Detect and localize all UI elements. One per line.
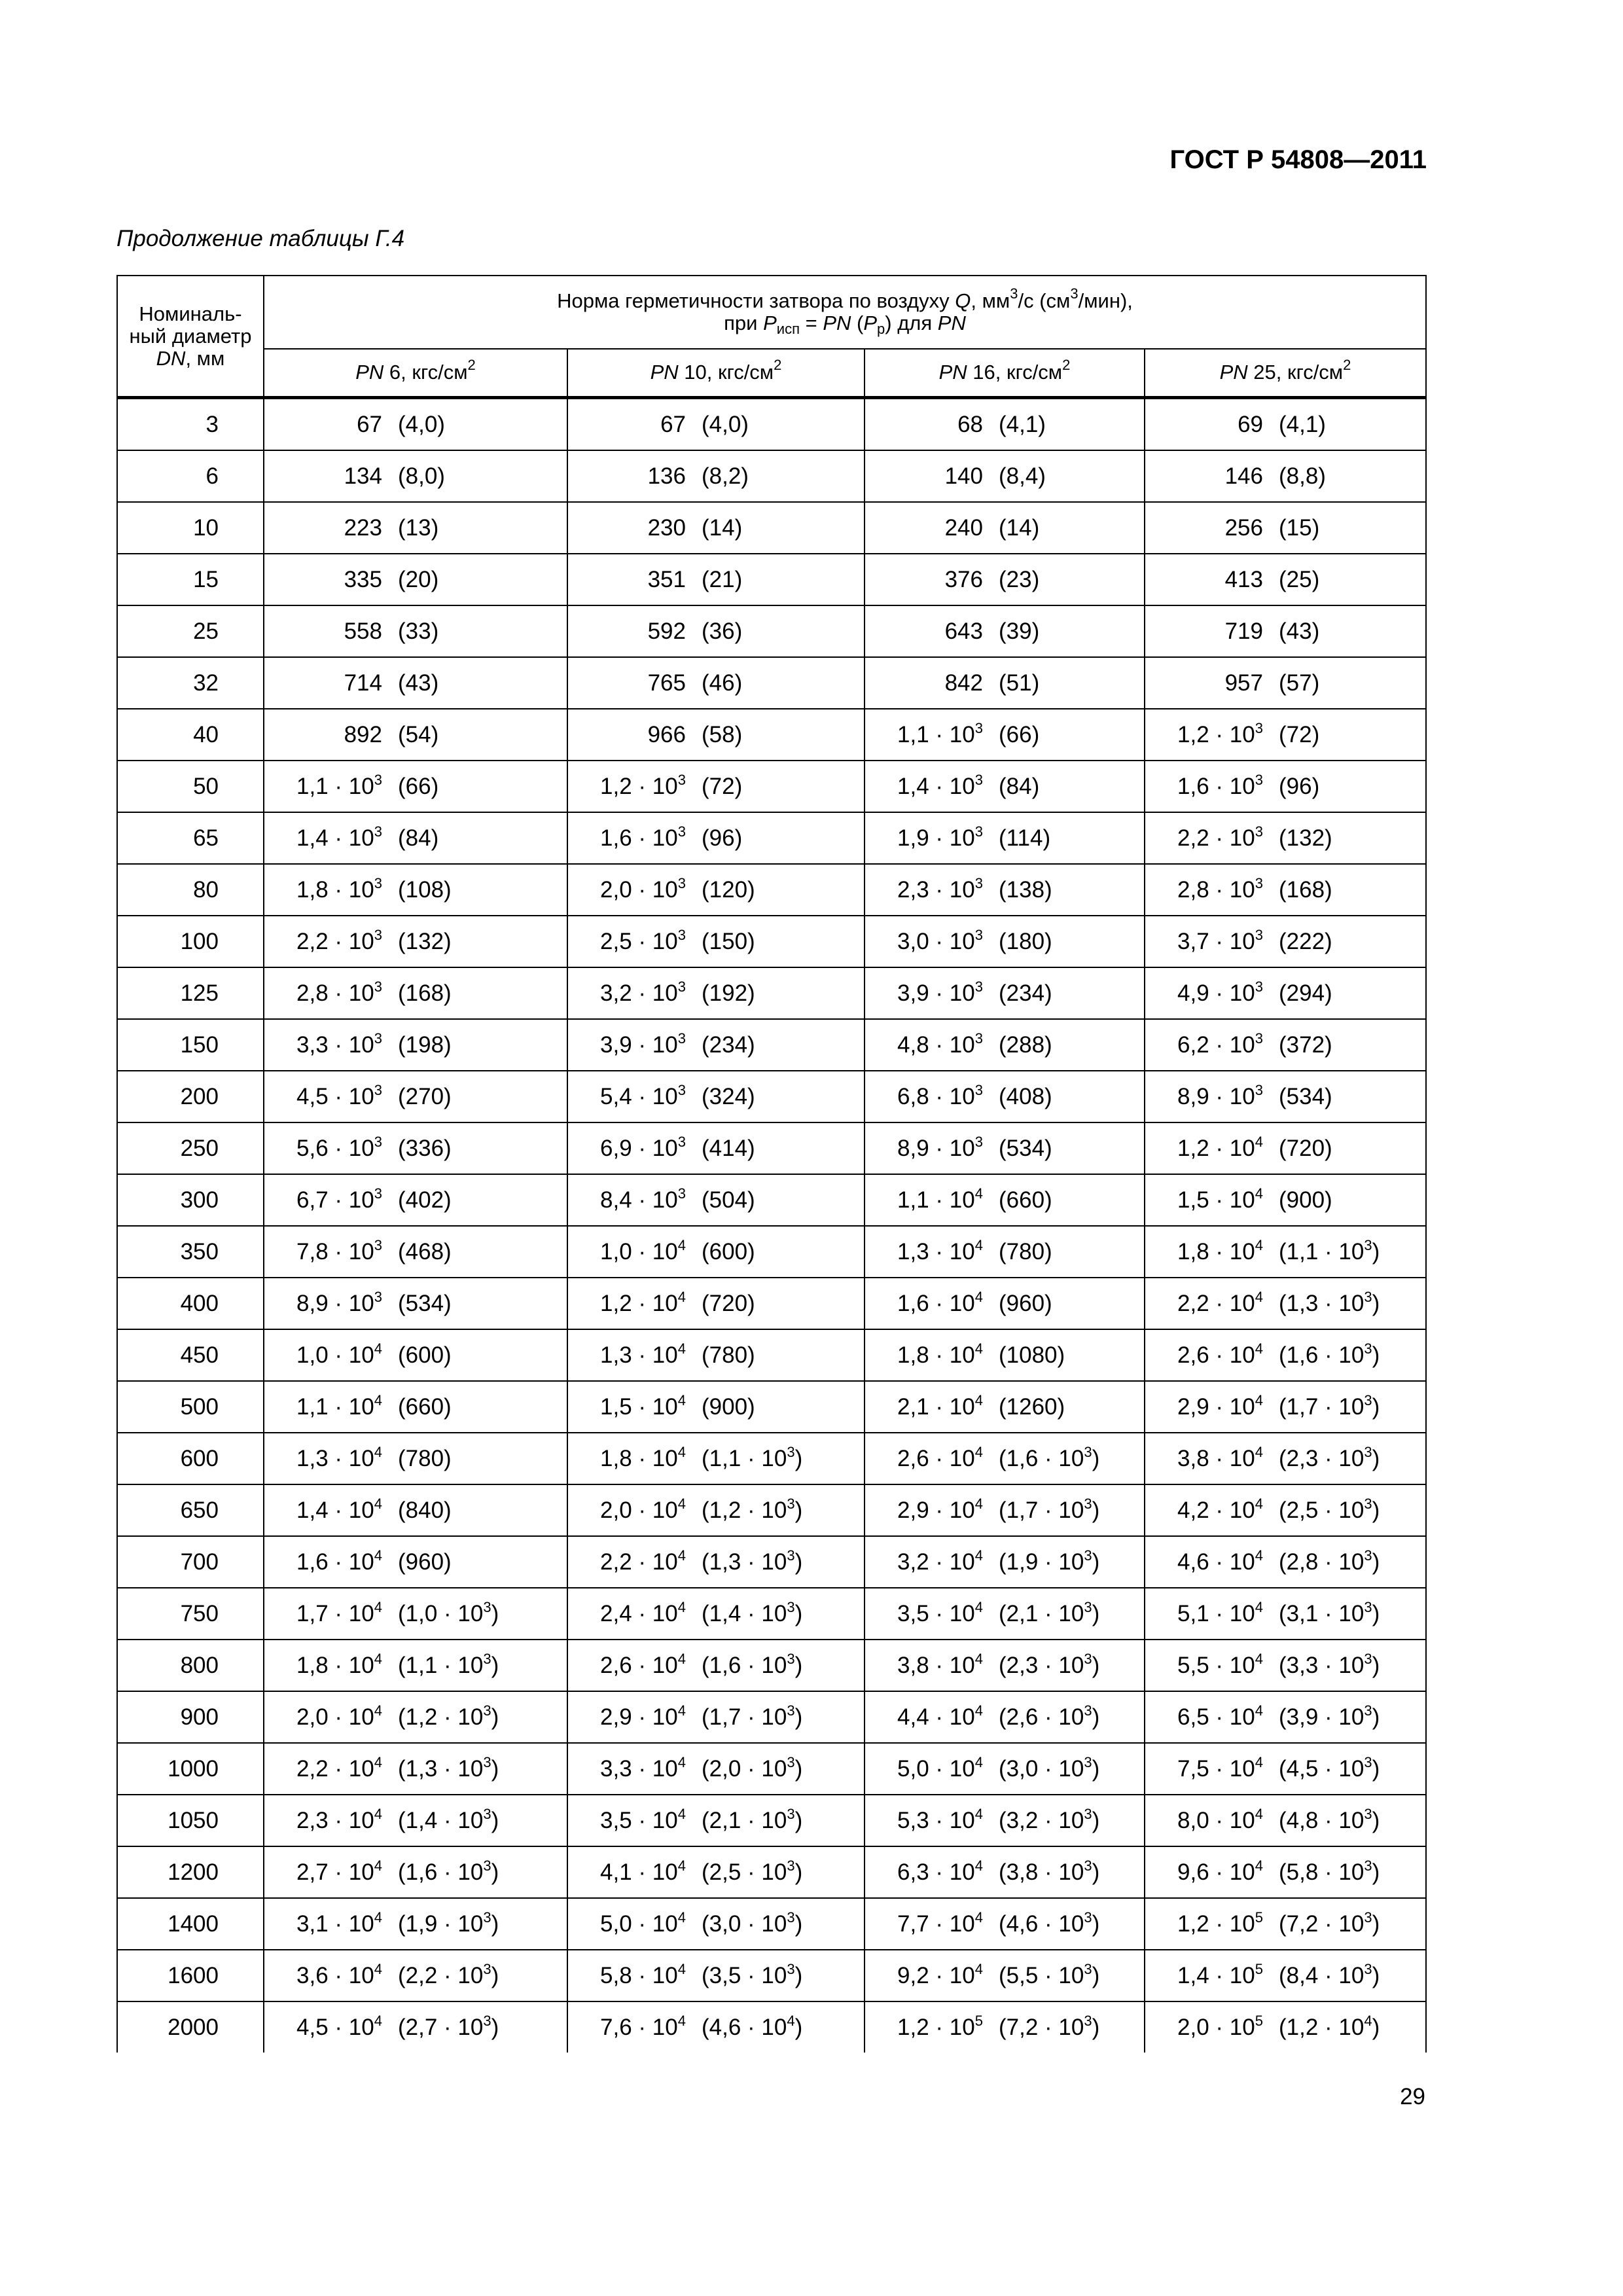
table-row xyxy=(117,1536,1426,1588)
table-row xyxy=(117,605,1426,657)
leak-rate-cell: 67 (4,0) xyxy=(567,398,865,451)
dn-cell: 100 xyxy=(117,916,264,967)
leak-rate-cell: $2,2 \cdot 10^4$ $(1,3 \cdot 10^3)$ xyxy=(1145,1278,1426,1329)
leak-rate-cell: $3,3 \cdot 10^3$ (198) xyxy=(264,1019,567,1071)
dn-cell: 2000 xyxy=(117,2001,264,2053)
leak-rate-cell: $5,0 \cdot 10^4$ $(3,0 \cdot 10^3)$ xyxy=(567,1898,865,1950)
dn-cell: 600 xyxy=(117,1433,264,1484)
leak-rate-cell: $2,2 \cdot 10^3$ (132) xyxy=(264,916,567,967)
dn-cell: 1050 xyxy=(117,1795,264,1846)
leak-rate-cell: 335 (20) xyxy=(264,554,567,605)
leak-rate-cell: $3,1 \cdot 10^4$ $(1,9 \cdot 10^3)$ xyxy=(264,1898,567,1950)
dn-cell: 400 xyxy=(117,1278,264,1329)
leak-rate-cell: 134 (8,0) xyxy=(264,450,567,502)
leak-rate-cell: $3,2 \cdot 10^3$ (192) xyxy=(567,967,865,1019)
leak-rate-cell: $7,7 \cdot 10^4$ $(4,6 \cdot 10^3)$ xyxy=(865,1898,1145,1950)
leak-rate-cell: $5,6 \cdot 10^3$ (336) xyxy=(264,1122,567,1174)
leak-rate-cell: 146 (8,8) xyxy=(1145,450,1426,502)
dn-cell: 50 xyxy=(117,761,264,812)
leak-rate-cell: $2,6 \cdot 10^4$ $(1,6 \cdot 10^3)$ xyxy=(865,1433,1145,1484)
leak-rate-cell: 892 (54) xyxy=(264,709,567,761)
leak-rate-cell: $2,1 \cdot 10^4$ (1260) xyxy=(865,1381,1145,1433)
leak-rate-cell: 957 (57) xyxy=(1145,657,1426,709)
dn-cell: 1400 xyxy=(117,1898,264,1950)
leak-rate-cell: $1,6 \cdot 10^4$ (960) xyxy=(264,1536,567,1588)
table-row xyxy=(117,1743,1426,1795)
pn-column-header: PN 10, кгс/$см^2$ xyxy=(567,349,865,398)
leak-rate-cell: $3,3 \cdot 10^4$ $(2,0 \cdot 10^3)$ xyxy=(567,1743,865,1795)
leak-rate-cell: $2,9 \cdot 10^4$ $(1,7 \cdot 10^3)$ xyxy=(865,1484,1145,1536)
leak-rate-cell: $4,5 \cdot 10^4$ $(2,7 \cdot 10^3)$ xyxy=(264,2001,567,2053)
leak-rate-cell: $8,9 \cdot 10^3$ (534) xyxy=(865,1122,1145,1174)
leak-rate-cell: $1,2 \cdot 10^3$ (72) xyxy=(1145,709,1426,761)
table-row xyxy=(117,1329,1426,1381)
leak-rate-cell: $1,8 \cdot 10^4$ $(1,1 \cdot 10^3)$ xyxy=(264,1640,567,1691)
leak-rate-cell: $6,8 \cdot 10^3$ (408) xyxy=(865,1071,1145,1122)
leak-rate-cell: $2,0 \cdot 10^4$ $(1,2 \cdot 10^3)$ xyxy=(264,1691,567,1743)
leak-rate-cell: $2,8 \cdot 10^3$ (168) xyxy=(264,967,567,1019)
leak-rate-cell: $7,5 \cdot 10^4$ $(4,5 \cdot 10^3)$ xyxy=(1145,1743,1426,1795)
leak-rate-cell: $1,6 \cdot 10^3$ (96) xyxy=(567,812,865,864)
leak-rate-cell: $5,8 \cdot 10^4$ $(3,5 \cdot 10^3)$ xyxy=(567,1950,865,2001)
leak-rate-cell: 69 (4,1) xyxy=(1145,398,1426,451)
leak-rate-cell: 966 (58) xyxy=(567,709,865,761)
table-row xyxy=(117,1278,1426,1329)
dn-cell: 150 xyxy=(117,1019,264,1071)
leak-rate-cell: $4,5 \cdot 10^3$ (270) xyxy=(264,1071,567,1122)
leak-rate-cell: $4,2 \cdot 10^4$ $(2,5 \cdot 10^3)$ xyxy=(1145,1484,1426,1536)
leak-rate-cell: $2,2 \cdot 10^3$ (132) xyxy=(1145,812,1426,864)
leak-rate-cell: 136 (8,2) xyxy=(567,450,865,502)
table-row xyxy=(117,1226,1426,1278)
leak-rate-cell: $5,1 \cdot 10^4$ $(3,1 \cdot 10^3)$ xyxy=(1145,1588,1426,1640)
table-row xyxy=(117,398,1426,451)
leak-rate-cell: $1,4 \cdot 10^5$ $(8,4 \cdot 10^3)$ xyxy=(1145,1950,1426,2001)
table-row xyxy=(117,1122,1426,1174)
leak-rate-cell: $1,8 \cdot 10^3$ (108) xyxy=(264,864,567,916)
leak-rate-cell: $3,0 \cdot 10^3$ (180) xyxy=(865,916,1145,967)
leak-rate-cell: $1,8 \cdot 10^4$ $(1,1 \cdot 10^3)$ xyxy=(1145,1226,1426,1278)
leak-rate-cell: $2,2 \cdot 10^4$ $(1,3 \cdot 10^3)$ xyxy=(567,1536,865,1588)
leak-rate-cell: $3,9 \cdot 10^3$ (234) xyxy=(865,967,1145,1019)
dn-cell: 10 xyxy=(117,502,264,554)
leak-rate-cell: $6,9 \cdot 10^3$ (414) xyxy=(567,1122,865,1174)
table-row xyxy=(117,554,1426,605)
leak-rate-cell: $2,3 \cdot 10^3$ (138) xyxy=(865,864,1145,916)
dn-cell: 450 xyxy=(117,1329,264,1381)
pn-column-header: PN 25, кгс/$см^2$ xyxy=(1145,349,1426,398)
leak-rate-cell: $2,7 \cdot 10^4$ $(1,6 \cdot 10^3)$ xyxy=(264,1846,567,1898)
leak-rate-cell: $3,5 \cdot 10^4$ $(2,1 \cdot 10^3)$ xyxy=(865,1588,1145,1640)
dn-cell: 200 xyxy=(117,1071,264,1122)
leak-rate-cell: 240 (14) xyxy=(865,502,1145,554)
leak-rate-cell: $6,7 \cdot 10^3$ (402) xyxy=(264,1174,567,1226)
leak-rate-cell: 376 (23) xyxy=(865,554,1145,605)
leak-rate-cell: $2,0 \cdot 10^3$ (120) xyxy=(567,864,865,916)
dn-cell: 125 xyxy=(117,967,264,1019)
table-row xyxy=(117,1433,1426,1484)
leak-rate-cell: 351 (21) xyxy=(567,554,865,605)
leak-rate-cell: $8,0 \cdot 10^4$ $(4,8 \cdot 10^3)$ xyxy=(1145,1795,1426,1846)
table-row xyxy=(117,450,1426,502)
leak-rate-cell: 230 (14) xyxy=(567,502,865,554)
leak-rate-cell: $1,3 \cdot 10^4$ (780) xyxy=(567,1329,865,1381)
leak-rate-cell: $1,0 \cdot 10^4$ (600) xyxy=(567,1226,865,1278)
leak-rate-cell: $4,1 \cdot 10^4$ $(2,5 \cdot 10^3)$ xyxy=(567,1846,865,1898)
leak-rate-cell: $6,5 \cdot 10^4$ $(3,9 \cdot 10^3)$ xyxy=(1145,1691,1426,1743)
dn-cell: 700 xyxy=(117,1536,264,1588)
leak-rate-cell: $1,1 \cdot 10^3$ (66) xyxy=(264,761,567,812)
leak-rate-cell: $4,4 \cdot 10^4$ $(2,6 \cdot 10^3)$ xyxy=(865,1691,1145,1743)
leak-rate-cell: $1,5 \cdot 10^4$ (900) xyxy=(567,1381,865,1433)
leak-rate-cell: $9,6 \cdot 10^4$ $(5,8 \cdot 10^3)$ xyxy=(1145,1846,1426,1898)
dn-cell: 1200 xyxy=(117,1846,264,1898)
table-row xyxy=(117,864,1426,916)
leak-rate-cell: $2,0 \cdot 10^4$ $(1,2 \cdot 10^3)$ xyxy=(567,1484,865,1536)
leak-rate-cell: 592 (36) xyxy=(567,605,865,657)
leak-rate-cell: 413 (25) xyxy=(1145,554,1426,605)
leak-rate-cell: $3,5 \cdot 10^4$ $(2,1 \cdot 10^3)$ xyxy=(567,1795,865,1846)
leak-rate-cell: $8,9 \cdot 10^3$ (534) xyxy=(264,1278,567,1329)
dn-cell: 80 xyxy=(117,864,264,916)
leak-rate-cell: 558 (33) xyxy=(264,605,567,657)
leak-rate-cell: $1,6 \cdot 10^3$ (96) xyxy=(1145,761,1426,812)
table-continuation-caption: Продолжение таблицы Г.4 xyxy=(116,226,405,251)
table-row xyxy=(117,1174,1426,1226)
dn-cell: 900 xyxy=(117,1691,264,1743)
leak-rate-cell: $1,8 \cdot 10^4$ $(1,1 \cdot 10^3)$ xyxy=(567,1433,865,1484)
leak-rate-cell: $3,8 \cdot 10^4$ $(2,3 \cdot 10^3)$ xyxy=(865,1640,1145,1691)
leak-rate-cell: $4,6 \cdot 10^4$ $(2,8 \cdot 10^3)$ xyxy=(1145,1536,1426,1588)
leak-rate-cell: $2,2 \cdot 10^4$ $(1,3 \cdot 10^3)$ xyxy=(264,1743,567,1795)
table-row xyxy=(117,709,1426,761)
leak-rate-cell: $1,2 \cdot 10^4$ (720) xyxy=(1145,1122,1426,1174)
leak-rate-cell: 68 (4,1) xyxy=(865,398,1145,451)
leak-rate-cell: $1,2 \cdot 10^5$ $(7,2 \cdot 10^3)$ xyxy=(1145,1898,1426,1950)
leak-rate-cell: $7,8 \cdot 10^3$ (468) xyxy=(264,1226,567,1278)
leak-rate-cell: $2,9 \cdot 10^4$ $(1,7 \cdot 10^3)$ xyxy=(567,1691,865,1743)
leak-rate-cell: $5,4 \cdot 10^3$ (324) xyxy=(567,1071,865,1122)
dn-cell: 750 xyxy=(117,1588,264,1640)
leak-rate-cell: $1,2 \cdot 10^3$ (72) xyxy=(567,761,865,812)
leak-rate-cell: $9,2 \cdot 10^4$ $(5,5 \cdot 10^3)$ xyxy=(865,1950,1145,2001)
leak-rate-cell: $3,2 \cdot 10^4$ $(1,9 \cdot 10^3)$ xyxy=(865,1536,1145,1588)
leak-rate-cell: $2,6 \cdot 10^4$ $(1,6 \cdot 10^3)$ xyxy=(567,1640,865,1691)
table-row xyxy=(117,1846,1426,1898)
leak-rate-cell: $4,9 \cdot 10^3$ (294) xyxy=(1145,967,1426,1019)
table-row xyxy=(117,1381,1426,1433)
table-row xyxy=(117,967,1426,1019)
table-row xyxy=(117,1071,1426,1122)
leak-rate-cell: 140 (8,4) xyxy=(865,450,1145,502)
table-row xyxy=(117,2001,1426,2053)
leak-rate-cell: $1,7 \cdot 10^4$ $(1,0 \cdot 10^3)$ xyxy=(264,1588,567,1640)
dn-cell: 3 xyxy=(117,398,264,451)
leak-rate-cell: $6,3 \cdot 10^4$ $(3,8 \cdot 10^3)$ xyxy=(865,1846,1145,1898)
leak-rate-cell: $7,6 \cdot 10^4$ $(4,6 \cdot 10^4)$ xyxy=(567,2001,865,2053)
leak-rate-cell: $5,0 \cdot 10^4$ $(3,0 \cdot 10^3)$ xyxy=(865,1743,1145,1795)
leak-rate-cell: $1,4 \cdot 10^4$ (840) xyxy=(264,1484,567,1536)
leak-rate-cell: $1,8 \cdot 10^4$ (1080) xyxy=(865,1329,1145,1381)
leak-rate-cell: $2,9 \cdot 10^4$ $(1,7 \cdot 10^3)$ xyxy=(1145,1381,1426,1433)
leak-rate-cell: $1,1 \cdot 10^4$ (660) xyxy=(865,1174,1145,1226)
leak-rate-cell: 714 (43) xyxy=(264,657,567,709)
leak-rate-cell: $1,3 \cdot 10^4$ (780) xyxy=(865,1226,1145,1278)
table-row xyxy=(117,1898,1426,1950)
leak-rate-cell: 67 (4,0) xyxy=(264,398,567,451)
leak-rate-cell: 842 (51) xyxy=(865,657,1145,709)
leak-rate-cell: $2,0 \cdot 10^5$ $(1,2 \cdot 10^4)$ xyxy=(1145,2001,1426,2053)
dn-cell: 800 xyxy=(117,1640,264,1691)
dn-cell: 15 xyxy=(117,554,264,605)
leak-rate-cell: $3,8 \cdot 10^4$ $(2,3 \cdot 10^3)$ xyxy=(1145,1433,1426,1484)
dn-cell: 65 xyxy=(117,812,264,864)
leak-rate-cell: $1,9 \cdot 10^3$ (114) xyxy=(865,812,1145,864)
leak-rate-cell: $2,5 \cdot 10^3$ (150) xyxy=(567,916,865,967)
leak-rate-cell: $1,6 \cdot 10^4$ (960) xyxy=(865,1278,1145,1329)
leak-rate-cell: $1,1 \cdot 10^4$ (660) xyxy=(264,1381,567,1433)
table-row xyxy=(117,1019,1426,1071)
leak-rate-cell: $8,4 \cdot 10^3$ (504) xyxy=(567,1174,865,1226)
pn-column-header: PN 6, кгс/$см^2$ xyxy=(264,349,567,398)
leak-rate-cell: $2,6 \cdot 10^4$ $(1,6 \cdot 10^3)$ xyxy=(1145,1329,1426,1381)
table-row xyxy=(117,916,1426,967)
leak-rate-cell: $3,6 \cdot 10^4$ $(2,2 \cdot 10^3)$ xyxy=(264,1950,567,2001)
leak-rate-cell: $2,8 \cdot 10^3$ (168) xyxy=(1145,864,1426,916)
leak-rate-cell: 765 (46) xyxy=(567,657,865,709)
table-row xyxy=(117,1640,1426,1691)
table-row xyxy=(117,1588,1426,1640)
leak-rate-cell: $1,2 \cdot 10^4$ (720) xyxy=(567,1278,865,1329)
leak-rate-cell: 643 (39) xyxy=(865,605,1145,657)
dn-cell: 650 xyxy=(117,1484,264,1536)
table-row xyxy=(117,1484,1426,1536)
leak-rate-cell: 256 (15) xyxy=(1145,502,1426,554)
page-number: 29 xyxy=(1400,2084,1425,2109)
leak-rate-cell: $1,2 \cdot 10^5$ $(7,2 \cdot 10^3)$ xyxy=(865,2001,1145,2053)
dn-column-header: Номиналь- ный диаметр DN, мм xyxy=(117,276,264,398)
dn-cell: 1000 xyxy=(117,1743,264,1795)
leak-tightness-table xyxy=(116,275,1425,2053)
leak-rate-cell: $4,8 \cdot 10^3$ (288) xyxy=(865,1019,1145,1071)
document-code: ГОСТ Р 54808—2011 xyxy=(1169,145,1427,174)
dn-cell: 500 xyxy=(117,1381,264,1433)
dn-cell: 25 xyxy=(117,605,264,657)
leak-norm-header: Норма герметичности затвора по воздуху Q, $мм^3/с$ $(см^3/мин)$, при $P_{исп}$ = PN $(P_р)$ для PN xyxy=(264,276,1426,349)
leak-rate-cell: $1,4 \cdot 10^3$ (84) xyxy=(264,812,567,864)
dn-cell: 6 xyxy=(117,450,264,502)
table-row xyxy=(117,657,1426,709)
leak-rate-cell: $1,1 \cdot 10^3$ (66) xyxy=(865,709,1145,761)
dn-cell: 300 xyxy=(117,1174,264,1226)
dn-cell: 1600 xyxy=(117,1950,264,2001)
leak-rate-cell: $2,3 \cdot 10^4$ $(1,4 \cdot 10^3)$ xyxy=(264,1795,567,1846)
dn-cell: 250 xyxy=(117,1122,264,1174)
pn-column-header: PN 16, кгс/$см^2$ xyxy=(865,349,1145,398)
table-row xyxy=(117,1691,1426,1743)
dn-cell: 40 xyxy=(117,709,264,761)
leak-rate-cell: $3,9 \cdot 10^3$ (234) xyxy=(567,1019,865,1071)
table-row xyxy=(117,1795,1426,1846)
leak-rate-cell: 223 (13) xyxy=(264,502,567,554)
leak-rate-cell: $5,3 \cdot 10^4$ $(3,2 \cdot 10^3)$ xyxy=(865,1795,1145,1846)
dn-cell: 350 xyxy=(117,1226,264,1278)
dn-cell: 32 xyxy=(117,657,264,709)
leak-rate-cell: $1,0 \cdot 10^4$ (600) xyxy=(264,1329,567,1381)
table-row xyxy=(117,502,1426,554)
leak-rate-cell: $5,5 \cdot 10^4$ $(3,3 \cdot 10^3)$ xyxy=(1145,1640,1426,1691)
leak-rate-cell: $3,7 \cdot 10^3$ (222) xyxy=(1145,916,1426,967)
leak-rate-cell: $8,9 \cdot 10^3$ (534) xyxy=(1145,1071,1426,1122)
leak-rate-cell: $6,2 \cdot 10^3$ (372) xyxy=(1145,1019,1426,1071)
leak-rate-cell: $1,5 \cdot 10^4$ (900) xyxy=(1145,1174,1426,1226)
table-row xyxy=(117,812,1426,864)
table-row xyxy=(117,761,1426,812)
leak-rate-cell: $1,4 \cdot 10^3$ (84) xyxy=(865,761,1145,812)
leak-rate-cell: 719 (43) xyxy=(1145,605,1426,657)
leak-rate-cell: $1,3 \cdot 10^4$ (780) xyxy=(264,1433,567,1484)
leak-rate-cell: $2,4 \cdot 10^4$ $(1,4 \cdot 10^3)$ xyxy=(567,1588,865,1640)
table-row xyxy=(117,1950,1426,2001)
